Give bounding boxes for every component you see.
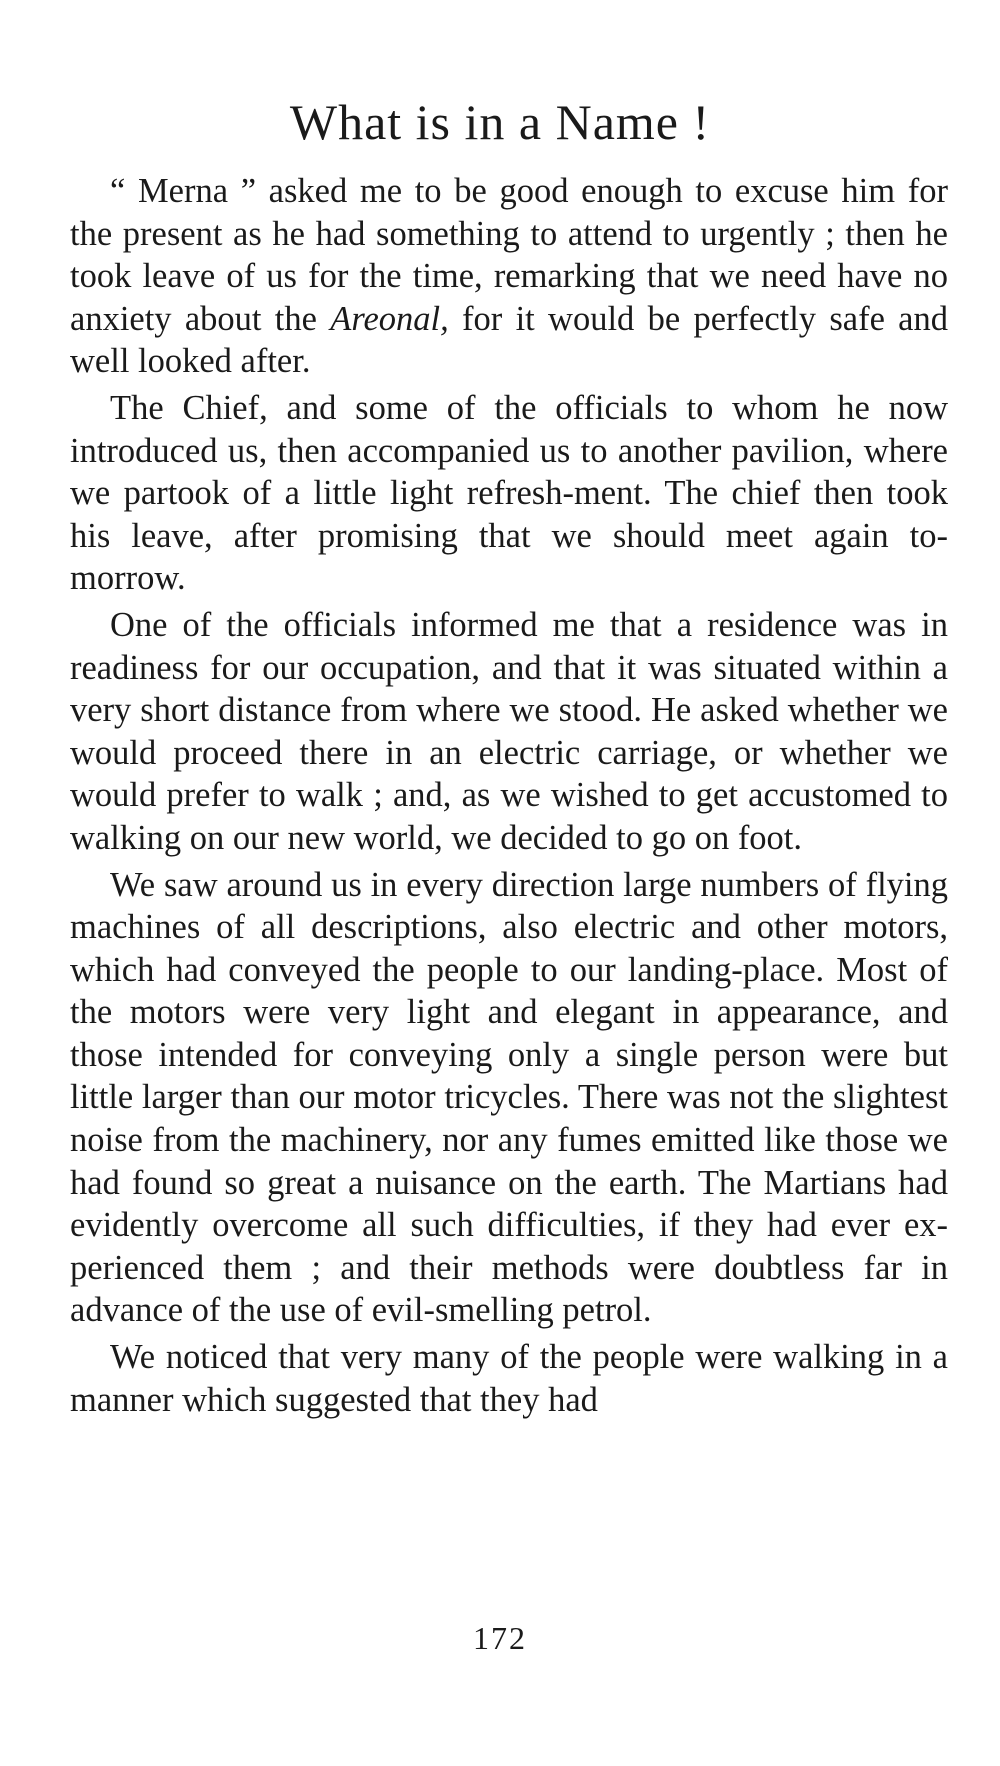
- paragraph: The Chief, and some of the officials to whom he now introduced us, then accompanied us to another pavilion, where we partook of a little light refresh-ment. The chief then took his leave, after promising that we should meet again to-morrow.: [70, 388, 948, 598]
- paragraph: [70, 170, 948, 383]
- page-number: 172: [473, 1620, 527, 1656]
- paragraph: We noticed that very many of the people were walking in a manner which suggested that they had: [70, 1338, 948, 1419]
- ship-name: Areonal,: [330, 299, 449, 338]
- paragraph-text: for it would be perfectly safe and well looked after.: [70, 299, 948, 381]
- paragraph: We saw around us in every direction large numbers of flying machines of all descriptions, also electric and other motors, which had conveyed the people to our landing-place. Most of the motors were very light and elegant in appearance, and those intended for conveying only a single person were but little larger than our motor tricycles. There was not the slightest noise from the machinery, nor any fumes emitted like those we had found so great a nuisance on the earth. The Martians had evidently overcome all such difficulties, if they had ever ex-perienced them ; and their methods were doubtless far in advance of the use of evil-smelling petrol.: [70, 865, 948, 1330]
- paragraph-text: “ Merna ” asked me to be good enough to excuse him for the present as he had something to attend to urgently ; then he took leave of us for the time, remarking that we need have no anxiety about the: [70, 172, 948, 338]
- body-text: [70, 170, 948, 1421]
- page-title: What is in a Name !: [289, 94, 711, 150]
- paragraph: One of the officials informed me that a residence was in readiness for our occupation, and that it was situated within a very short distance from where we stood. He asked whether we would proceed there in an electric carriage, or whether we would prefer to walk ; and, as we wished to get accustomed to walking on our new world, we decided to go on foot.: [70, 605, 948, 857]
